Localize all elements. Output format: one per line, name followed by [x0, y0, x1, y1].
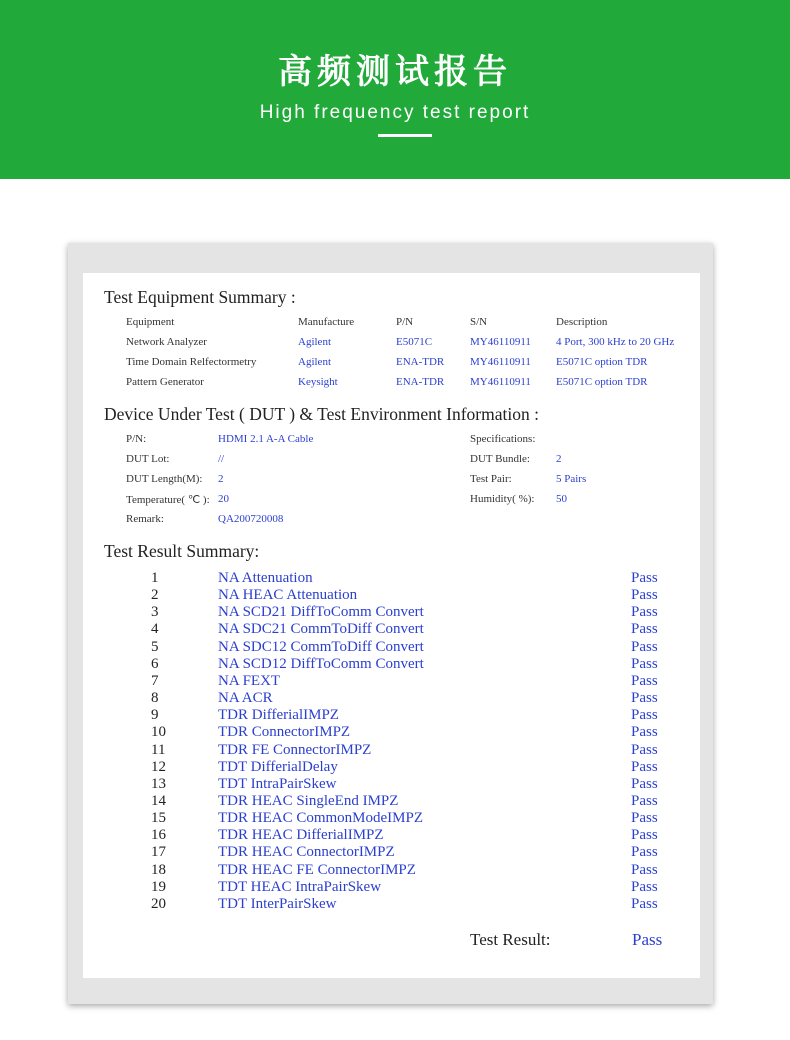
title-underline: [378, 134, 432, 137]
result-test-name: NA SCD21 DiffToComm Convert: [218, 604, 424, 621]
result-test-name: NA Attenuation: [218, 570, 313, 586]
result-test-name: NA ACR: [218, 690, 273, 706]
final-result-label: Test Result:: [470, 930, 551, 949]
result-test-name: TDR ConnectorIMPZ: [218, 724, 351, 741]
dut-remark-value: QA200720008: [218, 513, 284, 525]
dut-humidity-label: Humidity( %):: [470, 493, 535, 505]
equipment-heading: Test Equipment Summary :: [104, 287, 296, 307]
dut-temperature-value: 20: [218, 493, 229, 505]
result-status: Pass: [631, 655, 658, 672]
result-number: 9: [151, 707, 159, 724]
report-card: [68, 243, 713, 1004]
dut-pair-value: 5 Pairs: [556, 473, 587, 485]
result-status: Pass: [631, 878, 658, 895]
result-test-name: TDR HEAC SingleEnd IMPZ: [218, 793, 399, 809]
col-header-sn: S/N: [470, 316, 488, 328]
equipment-description: E5071C option TDR: [556, 376, 648, 388]
result-number: 15: [151, 810, 166, 827]
dut-lot-value: //: [218, 453, 225, 465]
dut-lot-label: DUT Lot:: [126, 453, 170, 465]
equipment-description: E5071C option TDR: [556, 356, 648, 368]
result-number: 1: [151, 570, 159, 586]
result-number: 4: [151, 621, 159, 638]
result-test-name: TDT InterPairSkew: [218, 895, 337, 912]
equipment-manufacture: Agilent: [298, 336, 331, 348]
equipment-pn: ENA-TDR: [396, 376, 445, 388]
result-test-name: TDR HEAC CommonModeIMPZ: [218, 810, 424, 827]
report-sheet: [83, 273, 700, 978]
result-test-name: NA FEXT: [218, 672, 281, 689]
result-test-name: TDR FE ConnectorIMPZ: [218, 741, 372, 758]
result-number: 11: [151, 741, 166, 758]
result-test-name: NA SDC12 CommToDiff Convert: [218, 638, 424, 655]
report-title-chinese: 高频测试报告: [278, 52, 512, 92]
results-heading: Test Result Summary:: [104, 541, 260, 561]
report-subtitle: High frequency test report: [259, 102, 531, 123]
equipment-manufacture: Agilent: [298, 356, 331, 368]
dut-humidity-value: 50: [556, 493, 567, 505]
result-test-name: TDR HEAC DifferialIMPZ: [218, 827, 384, 844]
col-header-equipment: Equipment: [126, 316, 175, 328]
dut-bundle-value: 2: [556, 453, 562, 465]
result-test-name: NA HEAC Attenuation: [218, 587, 358, 604]
equipment-pn: ENA-TDR: [396, 356, 445, 368]
dut-pn-value: HDMI 2.1 A-A Cable: [218, 433, 314, 445]
result-status: Pass: [631, 793, 658, 809]
dut-pn-label: P/N:: [126, 433, 147, 445]
equipment-name: Time Domain Relfectormetry: [126, 356, 257, 368]
result-status: Pass: [631, 895, 658, 912]
result-number: 12: [151, 758, 166, 775]
result-number: 13: [151, 775, 166, 792]
dut-length-value: 2: [218, 473, 224, 485]
result-status: Pass: [631, 672, 658, 689]
equipment-name: Network Analyzer: [126, 336, 207, 348]
equipment-name: Pattern Generator: [126, 376, 204, 388]
result-number: 8: [151, 690, 159, 706]
dut-spec-label: Specifications:: [470, 433, 536, 445]
dut-bundle-label: DUT Bundle:: [470, 453, 530, 465]
result-number: 16: [151, 827, 166, 844]
col-header-pn: P/N: [396, 316, 414, 328]
dut-length-label: DUT Length(M):: [126, 473, 203, 485]
result-number: 18: [151, 861, 166, 878]
dut-heading: Device Under Test ( DUT ) & Test Environment Information :: [104, 404, 539, 424]
result-test-name: TDR HEAC FE ConnectorIMPZ: [218, 861, 416, 878]
result-status: Pass: [631, 707, 658, 724]
dut-temperature-label: Temperature( ℃ ):: [126, 494, 210, 506]
result-status: Pass: [631, 844, 658, 861]
result-status: Pass: [631, 758, 658, 775]
result-status: Pass: [631, 827, 658, 844]
result-number: 6: [151, 655, 159, 672]
equipment-sn: MY46110911: [470, 376, 531, 388]
final-result-value: Pass: [632, 930, 663, 949]
result-test-name: TDT DifferialDelay: [218, 758, 338, 775]
result-number: 17: [151, 844, 166, 861]
header-banner: [0, 0, 790, 179]
result-number: 14: [151, 793, 166, 809]
equipment-description: 4 Port, 300 kHz to 20 GHz: [556, 336, 675, 348]
dut-pair-label: Test Pair:: [470, 473, 512, 485]
result-status: Pass: [631, 741, 658, 758]
result-test-name: TDR DifferialIMPZ: [218, 707, 339, 724]
result-number: 19: [151, 878, 166, 895]
col-header-description: Description: [556, 316, 608, 328]
result-status: Pass: [631, 638, 658, 655]
result-status: Pass: [631, 604, 658, 621]
col-header-manufacture: Manufacture: [298, 316, 355, 328]
result-status: Pass: [631, 570, 658, 586]
result-number: 7: [151, 672, 159, 689]
result-test-name: NA SCD12 DiffToComm Convert: [218, 655, 424, 672]
result-test-name: TDT HEAC IntraPairSkew: [218, 878, 382, 895]
equipment-sn: MY46110911: [470, 356, 531, 368]
result-status: Pass: [631, 690, 658, 706]
result-test-name: NA SDC21 CommToDiff Convert: [218, 621, 424, 638]
result-number: 2: [151, 587, 159, 604]
dut-remark-label: Remark:: [126, 513, 164, 525]
result-status: Pass: [631, 724, 658, 741]
result-status: Pass: [631, 861, 658, 878]
equipment-manufacture: Keysight: [298, 376, 338, 388]
result-status: Pass: [631, 587, 658, 604]
result-number: 20: [151, 895, 166, 912]
result-test-name: TDR HEAC ConnectorIMPZ: [218, 844, 395, 861]
result-test-name: TDT IntraPairSkew: [218, 775, 337, 792]
result-number: 3: [151, 604, 159, 621]
result-status: Pass: [631, 621, 658, 638]
result-status: Pass: [631, 810, 658, 827]
equipment-pn: E5071C: [396, 336, 433, 348]
result-status: Pass: [631, 775, 658, 792]
result-number: 5: [151, 638, 159, 655]
equipment-sn: MY46110911: [470, 336, 531, 348]
result-number: 10: [151, 724, 166, 741]
